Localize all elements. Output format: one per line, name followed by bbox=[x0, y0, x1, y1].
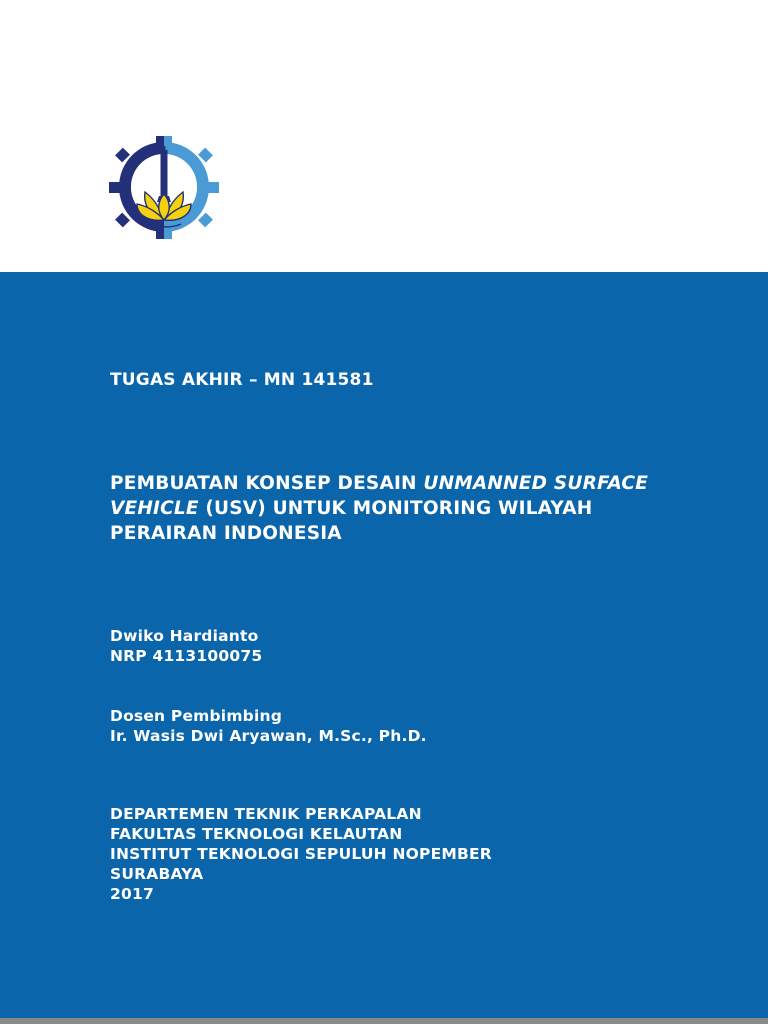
author-name: Dwiko Hardianto bbox=[110, 627, 259, 645]
title-line-1 bbox=[110, 471, 710, 496]
title-line-2-text: (USV) UNTUK MONITORING WILAYAH bbox=[198, 498, 593, 519]
title-line-1-text: PEMBUATAN KONSEP DESAIN bbox=[110, 473, 424, 494]
city-name: SURABAYA bbox=[110, 865, 204, 883]
department-name: DEPARTEMEN TEKNIK PERKAPALAN bbox=[110, 805, 422, 823]
author-block bbox=[110, 626, 262, 666]
university-name: INSTITUT TEKNOLOGI SEPULUH NOPEMBER bbox=[110, 845, 492, 863]
institution-block bbox=[110, 804, 492, 904]
thesis-title bbox=[110, 471, 710, 546]
advisor-label: Dosen Pembimbing bbox=[110, 707, 283, 725]
year: 2017 bbox=[110, 885, 154, 903]
title-line-2 bbox=[110, 496, 710, 521]
title-line-1-italic: UNMANNED SURFACE bbox=[423, 473, 649, 494]
title-line-2-italic: VEHICLE bbox=[110, 498, 199, 519]
its-emblem-icon bbox=[107, 136, 221, 239]
bottom-strip bbox=[0, 1018, 768, 1024]
title-line-3: PERAIRAN INDONESIA bbox=[110, 523, 342, 544]
author-nrp: NRP 4113100075 bbox=[110, 647, 263, 665]
faculty-name: FAKULTAS TEKNOLOGI KELAUTAN bbox=[110, 825, 403, 843]
advisor-block bbox=[110, 706, 427, 746]
document-type: TUGAS AKHIR – MN 141581 bbox=[110, 370, 374, 390]
advisor-name: Ir. Wasis Dwi Aryawan, M.Sc., Ph.D. bbox=[110, 727, 427, 745]
